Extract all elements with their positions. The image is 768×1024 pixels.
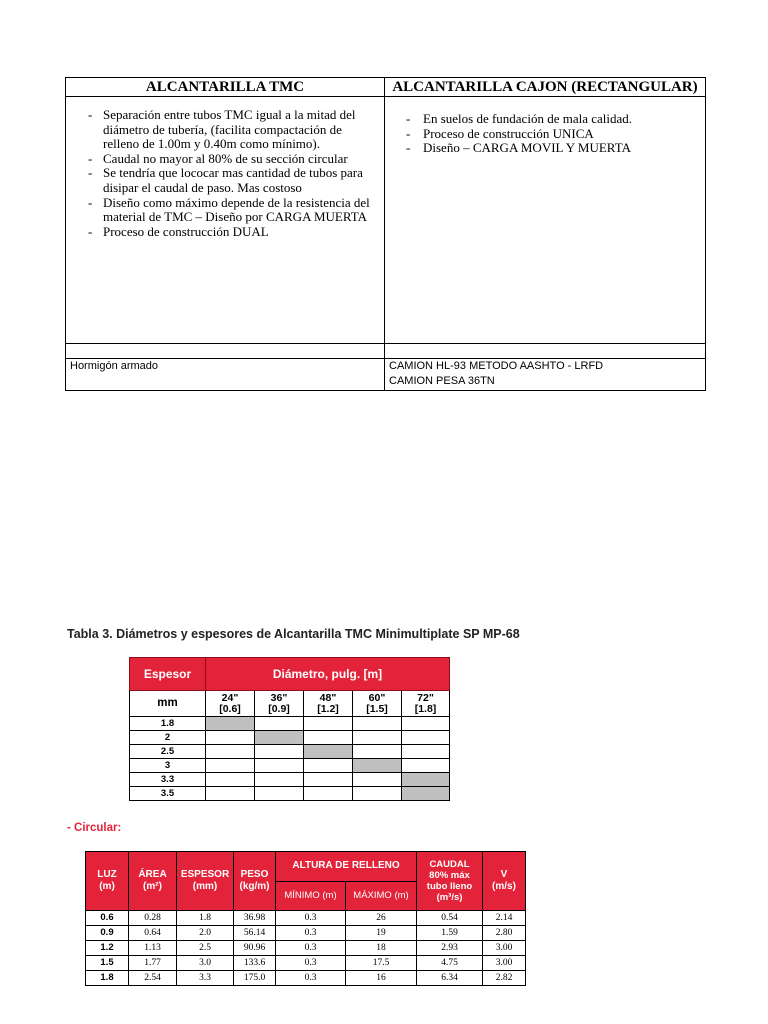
availability-cell — [304, 759, 353, 773]
maximo-value: 17.5 — [346, 956, 417, 971]
tmc-cell — [66, 97, 385, 344]
table-row — [130, 731, 450, 745]
area-value: 1.13 — [129, 941, 177, 956]
diameter-m: [1.5] — [366, 702, 388, 715]
availability-cell — [255, 731, 304, 745]
table-row — [130, 773, 450, 787]
cajon-cell — [385, 97, 706, 344]
luz-unit: (m) — [99, 881, 115, 892]
cajon-header: ALCANTARILLA CAJON (RECTANGULAR) — [385, 78, 706, 97]
diameter-m: [0.9] — [268, 702, 290, 715]
v-label: V — [500, 869, 508, 880]
caudal-value: 1.59 — [417, 926, 483, 941]
peso-unit: (kg/m) — [239, 881, 270, 892]
diameter-inch: 60" — [368, 691, 386, 704]
velocidad-value: 2.80 — [483, 926, 526, 941]
table-row — [130, 759, 450, 773]
diameter-header — [402, 691, 450, 717]
mm-unit: mm — [130, 691, 206, 717]
availability-cell — [402, 745, 450, 759]
diameter-inch: 36" — [270, 691, 288, 704]
luz-value: 1.8 — [86, 971, 129, 986]
tmc-list-item: - Proceso de construcción DUAL — [103, 225, 378, 240]
availability-cell — [206, 787, 255, 801]
area-header — [129, 852, 177, 911]
luz-value: 0.9 — [86, 926, 129, 941]
tmc-list-item: - Diseño como máximo depende de la resistencia del material de TMC – Diseño por CARGA MUERTA — [103, 196, 378, 225]
availability-cell — [255, 745, 304, 759]
minimo-value: 0.3 — [276, 926, 346, 941]
espesor-value: 3.3 — [177, 971, 234, 986]
maximo-header: MÁXIMO (m) — [346, 881, 417, 911]
velocidad-value: 2.82 — [483, 971, 526, 986]
availability-cell — [353, 787, 402, 801]
peso-value: 133.6 — [234, 956, 276, 971]
caudal-label-2: 80% máx — [429, 870, 470, 881]
availability-cell — [353, 773, 402, 787]
tmc-list-item: - Caudal no mayor al 80% de su sección circular — [103, 152, 378, 167]
availability-cell — [304, 773, 353, 787]
minimo-header: MÍNIMO (m) — [276, 881, 346, 911]
availability-cell — [304, 745, 353, 759]
availability-cell — [304, 717, 353, 731]
espesor-col-header — [177, 852, 234, 911]
diameter-inch: 48" — [319, 691, 337, 704]
table-row — [130, 745, 450, 759]
diameter-inch: 72" — [417, 691, 434, 704]
availability-cell — [353, 759, 402, 773]
espesor-unit: (mm) — [192, 881, 218, 892]
cajon-list-item: - Proceso de construcción UNICA — [423, 127, 699, 142]
availability-cell — [353, 745, 402, 759]
area-value: 0.64 — [129, 926, 177, 941]
maximo-value: 18 — [346, 941, 417, 956]
caudal-value: 0.54 — [417, 911, 483, 926]
diameter-header — [255, 691, 304, 717]
circular-label: - Circular: — [67, 822, 122, 834]
diameter-m: [0.6] — [219, 702, 241, 715]
area-value: 0.28 — [129, 911, 177, 926]
peso-header — [234, 852, 276, 911]
table-row — [86, 926, 526, 941]
tmc-header: ALCANTARILLA TMC — [66, 78, 385, 97]
availability-cell — [304, 787, 353, 801]
comparison-table — [65, 77, 706, 391]
peso-value: 90.96 — [234, 941, 276, 956]
espesor-value: 2.0 — [177, 926, 234, 941]
caudal-value: 4.75 — [417, 956, 483, 971]
availability-cell — [206, 745, 255, 759]
availability-cell — [255, 773, 304, 787]
diameter-header — [206, 691, 255, 717]
espesor-value: 3.3 — [130, 773, 206, 787]
caudal-header — [417, 852, 483, 911]
table-row — [130, 787, 450, 801]
tmc-list — [66, 97, 384, 239]
cajon-list-item: - Diseño – CARGA MOVIL Y MUERTA — [423, 141, 699, 156]
luz-header — [86, 852, 129, 911]
spacer-cell — [66, 344, 385, 359]
circular-table — [85, 851, 526, 986]
availability-cell — [304, 731, 353, 745]
velocidad-value: 3.00 — [483, 941, 526, 956]
luz-value: 1.2 — [86, 941, 129, 956]
table-row — [86, 941, 526, 956]
availability-cell — [206, 717, 255, 731]
peso-value: 56.14 — [234, 926, 276, 941]
espesor-value: 3.5 — [130, 787, 206, 801]
tabla3-title: Tabla 3. Diámetros y espesores de Alcantarilla TMC Minimultiplate SP MP-68 — [67, 627, 520, 641]
diameter-header — [353, 691, 402, 717]
espesor-value: 3 — [130, 759, 206, 773]
espesor-value: 1.8 — [177, 911, 234, 926]
availability-cell — [402, 759, 450, 773]
table-row — [86, 956, 526, 971]
espesor-label: ESPESOR — [180, 869, 230, 880]
load-method: CAMION HL-93 METODO AASHTO - LRFD — [389, 360, 604, 372]
availability-cell — [402, 731, 450, 745]
availability-cell — [353, 731, 402, 745]
availability-cell — [206, 773, 255, 787]
table-row — [86, 911, 526, 926]
v-unit: (m/s) — [492, 881, 516, 892]
availability-cell — [206, 731, 255, 745]
cajon-list — [385, 97, 705, 156]
spacer-cell — [385, 344, 706, 359]
area-label: ÁREA — [138, 869, 167, 880]
minimo-value: 0.3 — [276, 971, 346, 986]
diameter-inch: 24" — [221, 691, 239, 704]
espesor-value: 3.0 — [177, 956, 234, 971]
caudal-label-3: tubo lleno — [426, 881, 473, 892]
altura-header: ALTURA DE RELLENO — [276, 852, 417, 882]
luz-value: 1.5 — [86, 956, 129, 971]
load-weight: CAMION PESA 36TN — [389, 375, 495, 387]
espesor-value: 1.8 — [130, 717, 206, 731]
availability-cell — [206, 759, 255, 773]
material-text: Hormigón armado — [70, 360, 159, 372]
luz-label: LUZ — [97, 869, 117, 880]
espesor-value: 2.5 — [177, 941, 234, 956]
cajon-list-item: - En suelos de fundación de mala calidad. — [423, 112, 699, 127]
espesor-value: 2 — [130, 731, 206, 745]
diametro-header: Diámetro, pulg. [m] — [206, 658, 450, 691]
maximo-value: 26 — [346, 911, 417, 926]
area-value: 2.54 — [129, 971, 177, 986]
minimo-value: 0.3 — [276, 956, 346, 971]
diameter-header — [304, 691, 353, 717]
table-row — [86, 971, 526, 986]
maximo-value: 16 — [346, 971, 417, 986]
availability-cell — [255, 759, 304, 773]
velocidad-value: 3.00 — [483, 956, 526, 971]
footer-load — [385, 359, 706, 391]
v-header — [483, 852, 526, 911]
caudal-unit: (m³/s) — [436, 892, 463, 903]
caudal-label: CAUDAL — [429, 859, 470, 870]
peso-value: 175.0 — [234, 971, 276, 986]
peso-value: 36.98 — [234, 911, 276, 926]
availability-cell — [402, 717, 450, 731]
tabla3-table — [129, 657, 450, 801]
espesor-value: 2.5 — [130, 745, 206, 759]
luz-value: 0.6 — [86, 911, 129, 926]
minimo-value: 0.3 — [276, 941, 346, 956]
tmc-list-item: - Se tendría que lococar mas cantidad de tubos para disipar el caudal de paso. Mas costoso — [103, 166, 378, 195]
velocidad-value: 2.14 — [483, 911, 526, 926]
maximo-value: 19 — [346, 926, 417, 941]
availability-cell — [402, 787, 450, 801]
table-row — [130, 717, 450, 731]
espesor-header: Espesor — [130, 658, 206, 691]
diameter-m: [1.2] — [317, 702, 339, 715]
availability-cell — [255, 717, 304, 731]
caudal-value: 2.93 — [417, 941, 483, 956]
availability-cell — [255, 787, 304, 801]
minimo-value: 0.3 — [276, 911, 346, 926]
tmc-list-item: - Separación entre tubos TMC igual a la mitad del diámetro de tubería, (facilita compactación de relleno de 1.00m y 0.40m como mínimo). — [103, 108, 378, 152]
peso-label: PESO — [240, 869, 269, 880]
caudal-value: 6.34 — [417, 971, 483, 986]
area-unit: (m²) — [143, 881, 162, 892]
area-value: 1.77 — [129, 956, 177, 971]
footer-material — [66, 359, 385, 391]
availability-cell — [353, 717, 402, 731]
availability-cell — [402, 773, 450, 787]
diameter-m: [1.8] — [414, 702, 437, 715]
